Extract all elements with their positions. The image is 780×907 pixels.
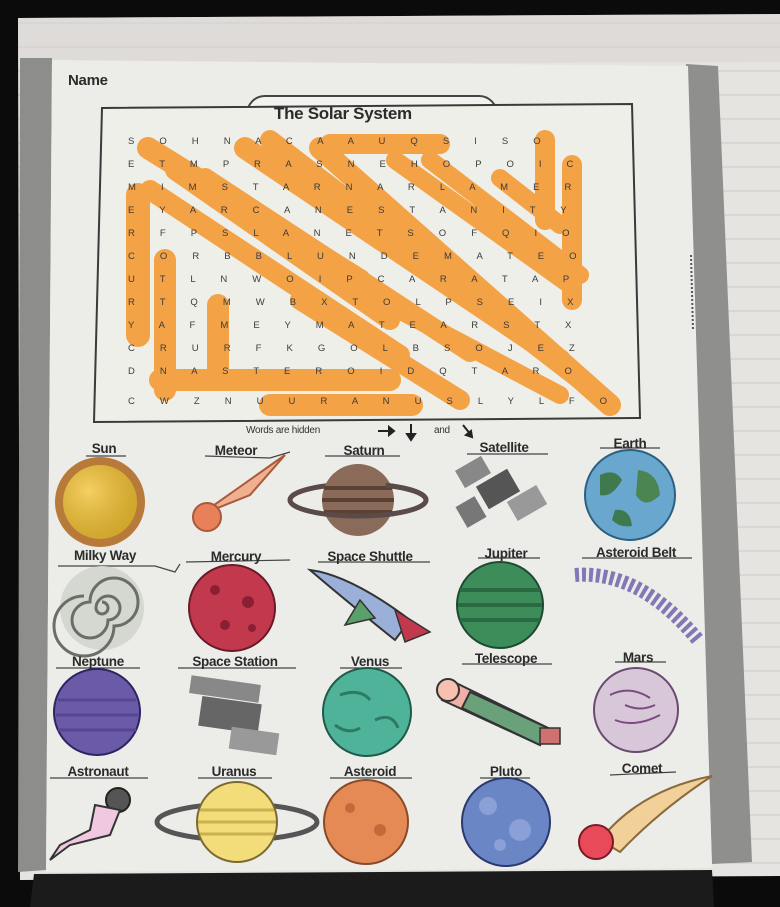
label-sun: Sun (91, 441, 117, 456)
label-space-shuttle: Space Shuttle (327, 549, 413, 564)
grid-row: C O R B B L U N D E M A T E O (128, 251, 588, 262)
jupiter-icon (457, 562, 543, 648)
bottom-band (30, 870, 714, 907)
grid-row: Y A F M E Y M A T E A R S T X (128, 320, 583, 331)
neptune-icon (54, 669, 140, 755)
label-pluto: Pluto (489, 764, 523, 779)
label-milky-way: Milky Way (73, 548, 137, 563)
label-astronaut: Astronaut (67, 764, 129, 779)
label-saturn: Saturn (343, 443, 385, 458)
grid-row: E T M P R A S N E H O P O I C (128, 159, 585, 170)
label-jupiter: Jupiter (484, 546, 528, 561)
mars-icon (594, 668, 678, 752)
grid-row: S O H N A C A A U Q S I S O (128, 136, 552, 147)
label-space-station: Space Station (192, 654, 278, 669)
sun-icon (55, 457, 145, 547)
venus-icon (323, 668, 411, 756)
grid-row: C R U R F K G O L B S O J E Z (128, 343, 586, 354)
asteroid-icon (324, 780, 408, 864)
label-mercury: Mercury (210, 549, 262, 564)
label-asteroid: Asteroid (343, 764, 397, 779)
mercury-icon (189, 565, 275, 651)
earth-icon (585, 450, 675, 540)
label-uranus: Uranus (211, 764, 257, 779)
label-mars: Mars (622, 650, 654, 665)
hint-and: and (434, 425, 450, 436)
grid-row: R F P S L A N E T S O F Q I O (128, 228, 581, 239)
hint-text: Words are hidden (246, 425, 320, 436)
grid-row: C W Z N U U R A N U S L Y L F O (128, 396, 619, 407)
label-neptune: Neptune (72, 654, 124, 669)
label-earth: Earth (613, 436, 647, 451)
label-satellite: Satellite (479, 440, 529, 455)
worksheet-title: The Solar System (274, 104, 412, 123)
label-asteroid-belt: Asteroid Belt (595, 545, 677, 560)
grid-row: M I M S T A R N A R L A M E R (128, 182, 583, 193)
label-comet: Comet (621, 761, 663, 776)
name-label: Name (68, 72, 108, 89)
grid-row: R T Q M W B X T O L P S E I X (128, 297, 585, 308)
grid-row: D N A S T E R O I D Q T A R O (128, 366, 584, 377)
label-telescope: Telescope (474, 651, 538, 666)
label-venus: Venus (350, 654, 390, 669)
label-meteor: Meteor (214, 443, 258, 458)
grid-row: E Y A R C A N E S T A N I T Y (128, 205, 578, 216)
grid-row: U T L N W O I P C A R A T A P (128, 274, 581, 285)
pluto-icon (462, 778, 550, 866)
